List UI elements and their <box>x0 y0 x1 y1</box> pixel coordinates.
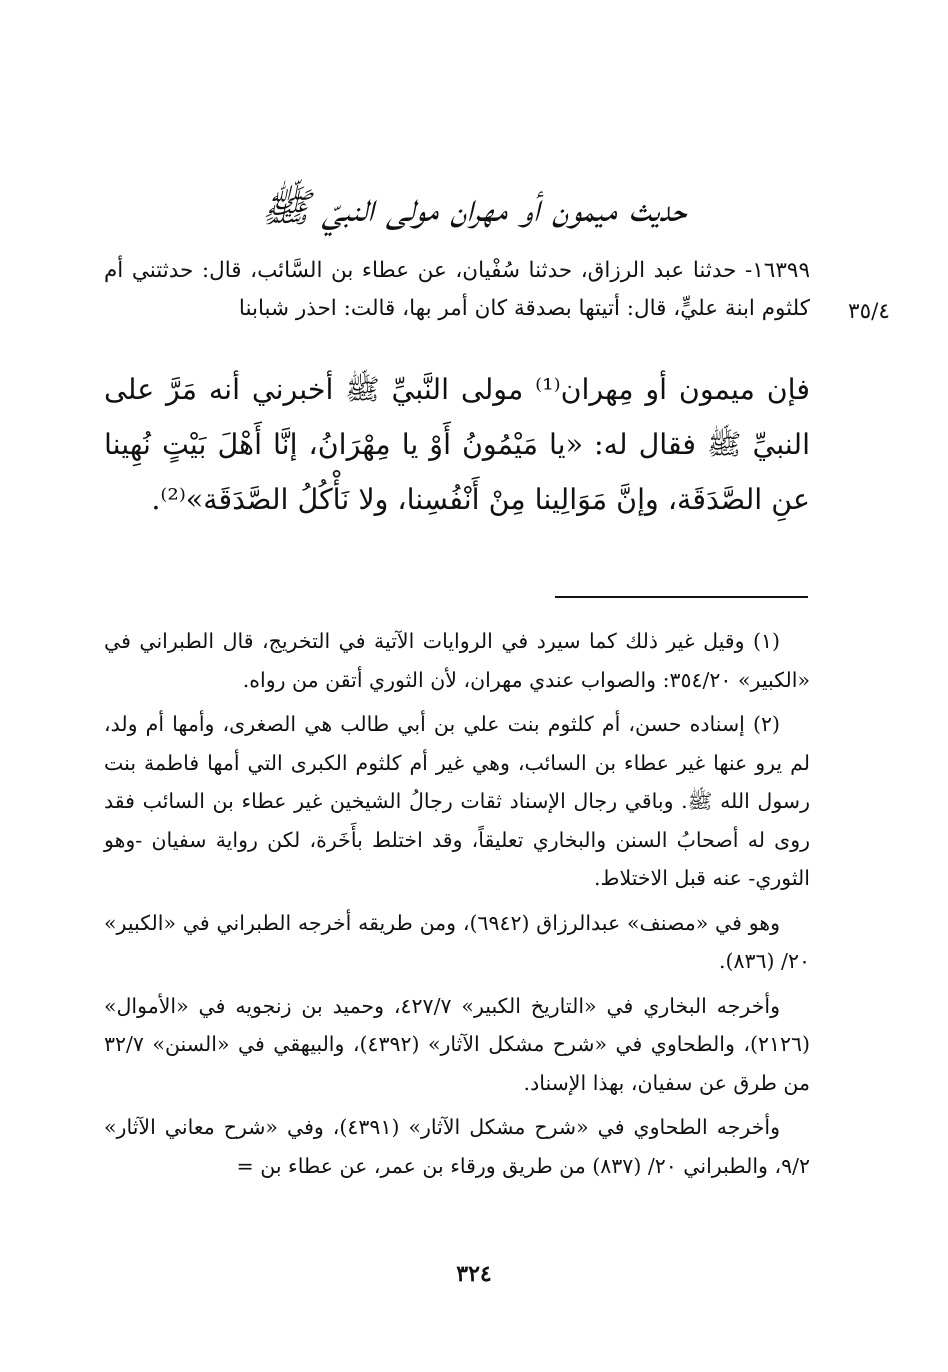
footnotes <box>104 622 810 1191</box>
hadith-text: فإن ميمون أو مِهران⁽¹⁾ مولى النَّبيِّ ﷺ أخبرني أنه مَرَّ على النبيِّ ﷺ فقال له: «يا مَيْمُونُ أَوْ يا مِهْرَانُ، إنَّا أَهْلَ بَيْتٍ نُهِينا عنِ الصَّدَقَة، وإنَّ مَوَالِينا مِنْ أَنْفُسِنا، ولا نَأْكُلُ الصَّدَقَة»⁽²⁾. <box>104 373 810 516</box>
footnote-2: (٢) إسناده حسن، أم كلثوم بنت علي بن أبي طالب هي الصغرى، وأمها أم ولد، لم يرو عنها غير عطاء بن السائب، وهي غير أم كلثوم الكبرى التي أمها فاطمة بنت رسول الله ﷺ. وباقي رجال الإسناد ثقات رجالُ الشيخين غير عطاء بن السائب فقد روى له أصحابُ السنن والبخاري تعليقاً، وقد اختلط بأَخَرة، لكن رواية سفيان -وهو الثوري- عنه قبل الاختلاط. <box>104 712 810 890</box>
footnote-2-source: وهو في «مصنف» عبدالرزاق (٦٩٤٢)، ومن طريقه أخرجه الطبراني في «الكبير» ٢٠/ (٨٣٦). <box>104 910 810 973</box>
footnote-separator <box>555 596 808 598</box>
chapter-title: حديث ميمون أو مهران مولى النبيّ ﷺ <box>261 185 687 231</box>
hadith-chain: ١٦٣٩٩- حدثنا عبد الرزاق، حدثنا سُفْيان، عن عطاء بن السَّائب، قال: حدثتني أم كلثوم ابنة عليٍّ، قال: أتيتها بصدقة كان أمر بها، قالت: احذر شبابنا <box>104 258 810 321</box>
footnote-1: (١) وقيل غير ذلك كما سيرد في الروايات الآتية في التخريج، قال الطبراني في «الكبير» ٣٥٤/٢٠: والصواب عندي مهران، لأن الثوري أتقن من رواه. <box>104 629 810 692</box>
hadith-section <box>104 252 810 527</box>
footnote-2-takhrij: وأخرجه البخاري في «التاريخ الكبير» ٤٢٧/٧، وحميد بن زنجويه في «الأموال» (٢١٢٦)، والطحاوي في «شرح مشكل الآثار» (٤٣٩٢)، والبيهقي في «السنن» ٣٢/٧ من طرق عن سفيان، بهذا الإسناد. <box>104 993 810 1095</box>
footnote-2-takhrij-continued: وأخرجه الطحاوي في «شرح مشكل الآثار» (٤٣٩١)، وفي «شرح معاني الآثار» ٩/٢، والطبراني ٢٠/ (٨٣٧) من طريق ورقاء بن عمر، عن عطاء بن = <box>104 1115 810 1178</box>
page-number: ٣٢٤ <box>456 1261 492 1287</box>
volume-reference: ٣٥/٤ <box>848 299 890 324</box>
